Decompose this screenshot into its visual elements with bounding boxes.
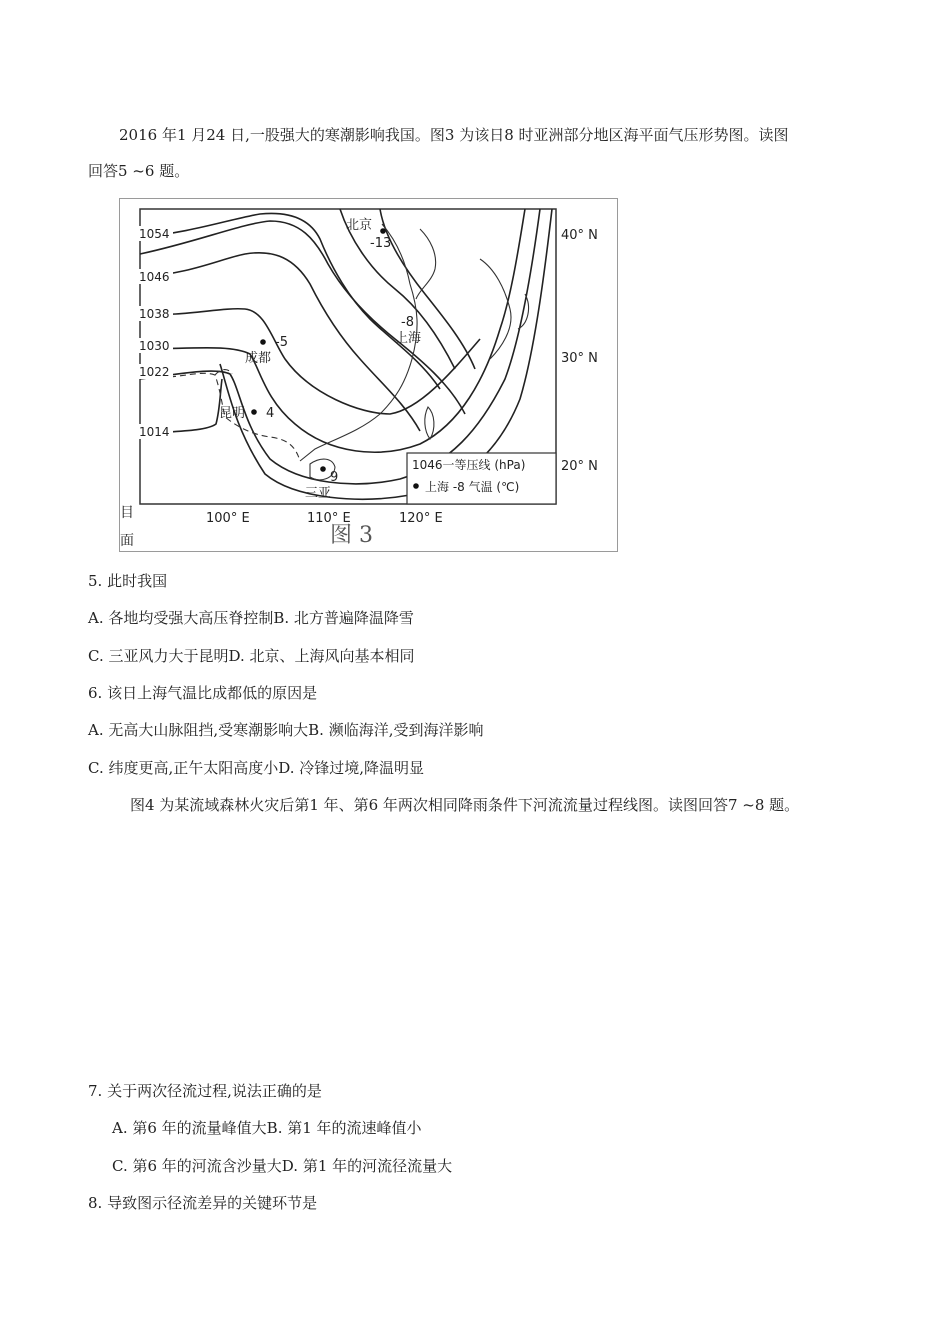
city-temp-chengdu: -5 <box>275 335 288 350</box>
city-temp-kunming: 4 <box>266 406 275 421</box>
city-name-kunming: 昆明 <box>219 406 246 421</box>
isobar-label-group <box>137 226 173 439</box>
city-name-beijing: 北京 <box>346 218 373 233</box>
city-dot-chengdu <box>260 339 266 345</box>
intro-5-6-line1: 2016 年1 月24 日,一股强大的寒潮影响我国。图3 为该日8 时亚洲部分地区海平面气压形势图。读图 <box>119 126 789 144</box>
q5-options-cd: C. 三亚风力大于昆明D. 北京、上海风向基本相同 <box>88 647 415 665</box>
isobar-label-1054: 1054 <box>139 227 170 241</box>
city-temp-beijing: -13 <box>370 236 392 251</box>
city-name-shanghai: 上海 <box>395 331 422 346</box>
city-temp-shanghai: -8 <box>401 315 414 330</box>
q5-options-ab: A. 各地均受强大高压脊控制B. 北方普遍降温降雪 <box>88 609 414 627</box>
q7-options-cd: C. 第6 年的河流含沙量大D. 第1 年的河流径流量大 <box>112 1157 453 1175</box>
q7-options-ab: A. 第6 年的流量峰值大B. 第1 年的流速峰值小 <box>112 1119 422 1137</box>
legend-dot <box>413 483 419 489</box>
margin-char-1: 目 <box>120 505 134 521</box>
isobar-label-1030: 1030 <box>139 339 170 353</box>
city-name-chengdu: 成都 <box>245 351 272 366</box>
isobar-label-1014: 1014 <box>139 425 170 439</box>
figure-caption: 图 3 <box>330 523 373 548</box>
latitude-30n: 30° N <box>561 351 598 366</box>
longitude-labels <box>206 511 443 526</box>
legend-temp-text: 上海 -8 气温 (℃) <box>425 480 520 494</box>
intro-7-8: 图4 为某流域森林火灾后第1 年、第6 年两次相同降雨条件下河流流量过程线图。读图回答7 ~8 题。 <box>130 796 800 814</box>
latitude-20n: 20° N <box>561 459 598 474</box>
city-temp-sanya: 9 <box>330 470 339 485</box>
figure-3-pressure-map <box>119 198 618 552</box>
city-dot-sanya <box>320 466 326 472</box>
isobar-label-1038: 1038 <box>139 307 170 321</box>
isobar-label-1046: 1046 <box>139 270 170 284</box>
map-legend <box>407 453 556 504</box>
legend-isobar-text: 1046一等压线 (hPa) <box>412 458 526 472</box>
intro-5-6-line2: 回答5 ~6 题。 <box>88 162 190 180</box>
q7-stem: 7. 关于两次径流过程,说法正确的是 <box>88 1082 322 1100</box>
longitude-120e: 120° E <box>399 511 443 526</box>
q5-stem: 5. 此时我国 <box>88 572 168 590</box>
margin-char-2: 面 <box>120 533 134 549</box>
longitude-100e: 100° E <box>206 511 250 526</box>
q6-options-cd: C. 纬度更高,正午太阳高度小D. 冷锋过境,降温明显 <box>88 759 425 777</box>
q6-stem: 6. 该日上海气温比成都低的原因是 <box>88 684 318 702</box>
city-markers <box>219 217 421 501</box>
coastline <box>300 224 529 480</box>
city-dot-beijing <box>380 228 386 234</box>
city-name-sanya: 三亚 <box>305 486 332 501</box>
latitude-labels <box>561 228 598 474</box>
city-dot-kunming <box>251 409 257 415</box>
isobar-label-1022: 1022 <box>139 365 170 379</box>
q8-stem: 8. 导致图示径流差异的关键环节是 <box>88 1194 318 1212</box>
q6-options-ab: A. 无高大山脉阻挡,受寒潮影响大B. 濒临海洋,受到海洋影响 <box>88 721 484 739</box>
longitude-110e: 110° E <box>307 511 351 526</box>
latitude-40n: 40° N <box>561 228 598 243</box>
